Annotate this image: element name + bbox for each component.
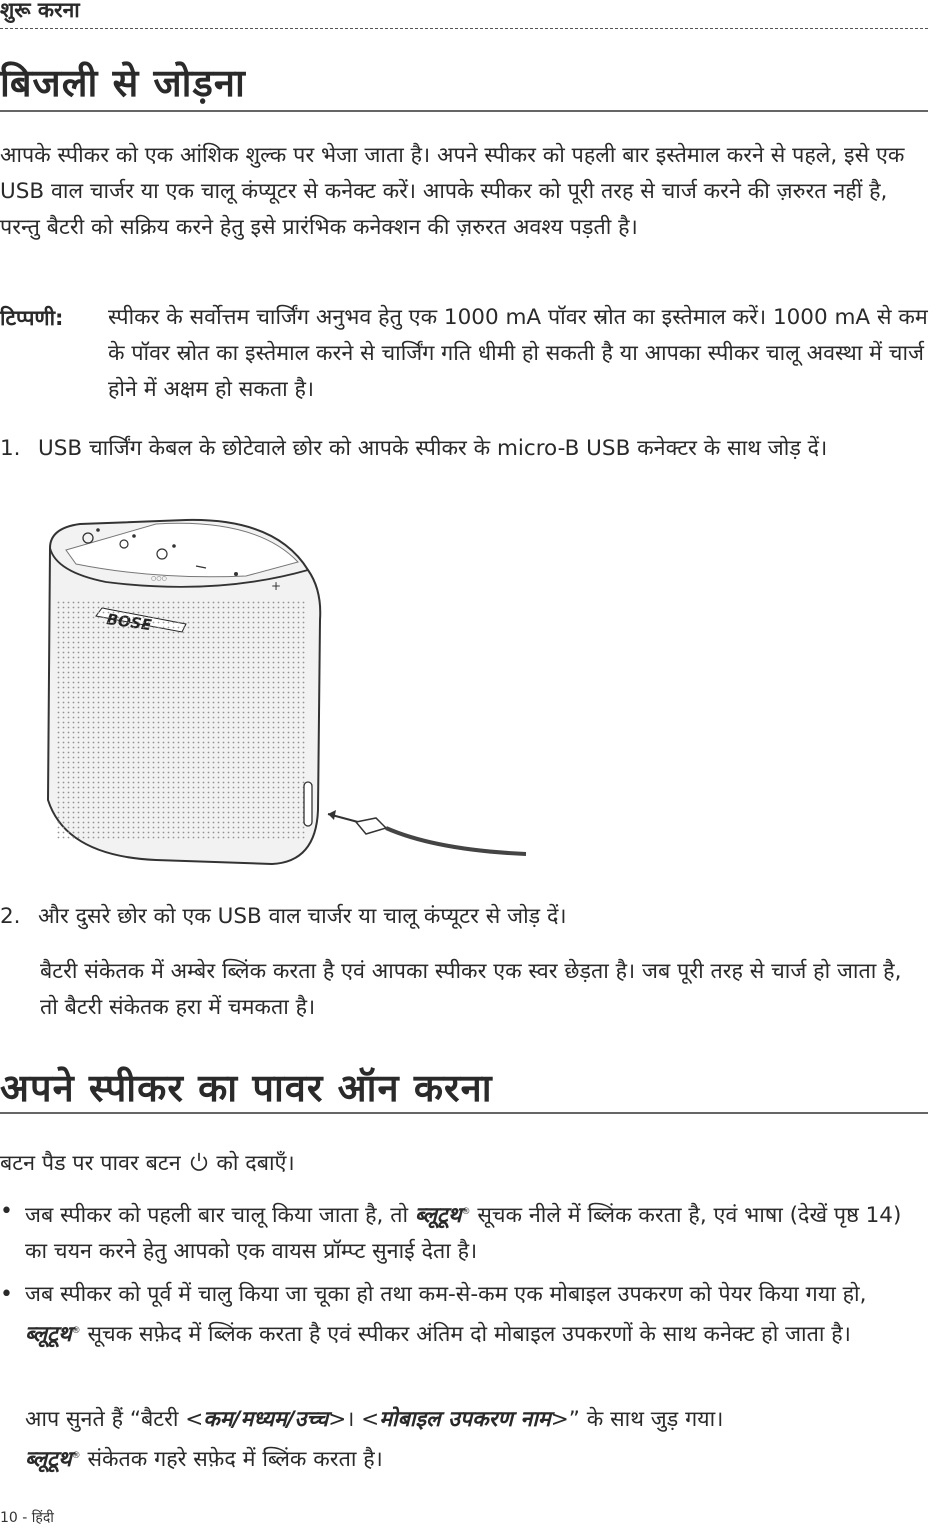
b1-post: सूचक नीले में ब्लिंक करता है, एवं भाषा (देखें पृष्ठ 14) का चयन करने हेतु आपको एक वायस प्रॉम्प्ट सुनाई देता है। bbox=[25, 1203, 902, 1264]
heading-rule bbox=[0, 1112, 928, 1114]
heading-rule bbox=[0, 110, 928, 112]
step-2-text: और दुसरे छोर को एक USB वाल चार्जर या चालू कंप्यूटर से जोड़ दें। bbox=[38, 904, 567, 929]
device-name: मोबाइल उपकरण नाम bbox=[379, 1407, 551, 1432]
voice-prompt-text bbox=[25, 1402, 925, 1478]
hear-2: >। < bbox=[328, 1407, 380, 1432]
usb-port bbox=[304, 782, 312, 826]
press-pre: बटन पैड पर पावर बटन bbox=[0, 1151, 181, 1176]
press-post: को दबाएँ। bbox=[216, 1151, 295, 1176]
b2-post: सूचक सफ़ेद में ब्लिंक करता है एवं स्पीकर अंतिम दो मोबाइल उपकरणों के साथ कनेक्ट हो जाता है। bbox=[87, 1322, 851, 1347]
step-2-number: 2. bbox=[0, 904, 21, 929]
usb-cable-plug bbox=[356, 818, 386, 834]
battery-levels: कम/मध्यम/उच्च bbox=[203, 1407, 329, 1432]
section-header: शुरू करना bbox=[0, 0, 80, 22]
speaker-grille bbox=[56, 600, 306, 840]
step-1-number: 1. bbox=[0, 436, 21, 461]
step-2-detail: बैटरी संकेतक में अम्बेर ब्लिंक करता है एवं आपका स्पीकर एक स्वर छेड़ता है। जब पूरी तरह से चार्ज हो जाता है, तो बैटरी संकेतक हरा में चमकता है। bbox=[40, 959, 902, 1020]
power-icon bbox=[188, 1151, 210, 1173]
header-divider bbox=[0, 28, 928, 29]
volume-up-icon: + bbox=[271, 579, 282, 593]
bluetooth-term: ब्लूटूथ bbox=[25, 1447, 72, 1472]
multifunction-button-icon bbox=[234, 572, 238, 576]
intro-paragraph: आपके स्पीकर को एक आंशिक शुल्क पर भेजा जाता है। अपने स्पीकर को पहली बार इस्तेमाल करने से पहले, इसे एक USB वाल चार्जर या एक चालू कंप्यूटर से कनेक्ट करें। आपके स्पीकर को पूरी तरह से चार्ज करने की ज़रुरत नहीं है, परन्तु बैटरी को सक्रिय करने हेतु इसे प्रारंभिक कनेक्शन की ज़रुरत अवश्य पड़ती है। bbox=[0, 143, 905, 240]
hear-3: >” के साथ जुड़ गया। bbox=[550, 1407, 724, 1432]
bullet-2-dot: • bbox=[0, 1282, 13, 1307]
b2-pre: जब स्पीकर को पूर्व में चालु किया जा चूका हो तथा कम-से-कम एक मोबाइल उपकरण को पेयर किया गया हो, bbox=[25, 1282, 867, 1307]
registered-mark: ® bbox=[71, 1326, 81, 1336]
page-number: 10 - हिंदी bbox=[0, 1510, 54, 1526]
note-label: टिप्पणी: bbox=[0, 306, 64, 330]
hear-1: आप सुनते हैं “बैटरी < bbox=[25, 1407, 204, 1432]
hear-4: संकेतक गहरे सफ़ेद में ब्लिंक करता है। bbox=[87, 1447, 383, 1472]
bluetooth-term: ब्लूटूथ bbox=[25, 1322, 72, 1347]
registered-mark: ® bbox=[461, 1207, 471, 1217]
usb-cable bbox=[386, 828, 526, 854]
svg-text:○○○: ○○○ bbox=[151, 575, 167, 582]
heading-connect-power: बिजली से जोड़ना bbox=[0, 61, 246, 105]
heading-power-on: अपने स्पीकर का पावर ऑन करना bbox=[0, 1066, 493, 1110]
bullet-1-text bbox=[25, 1194, 925, 1270]
registered-mark: ® bbox=[71, 1451, 81, 1461]
speaker-illustration bbox=[36, 510, 536, 880]
bullet-1-dot: • bbox=[0, 1199, 13, 1224]
b1-pre: जब स्पीकर को पहली बार चालू किया जाता है, तो bbox=[25, 1203, 409, 1228]
press-power-instruction bbox=[0, 1146, 900, 1182]
note-text: स्पीकर के सर्वोत्तम चार्जिंग अनुभव हेतु एक 1000 mA पॉवर स्रोत का इस्तेमाल करें। 1000 mA से कम के पॉवर स्रोत का इस्तेमाल करने से चार्जिंग गति धीमी हो सकती है या आपका स्पीकर चालू अवस्था में चार्ज होने में अक्षम हो सकता है। bbox=[108, 305, 928, 402]
step-1-text: USB चार्जिंग केबल के छोटेवाले छोर को आपके स्पीकर के micro-B USB कनेक्टर के साथ जोड़ दें। bbox=[38, 436, 828, 461]
bullet-2-text bbox=[25, 1277, 905, 1353]
bluetooth-term: ब्लूटूथ bbox=[414, 1203, 462, 1228]
